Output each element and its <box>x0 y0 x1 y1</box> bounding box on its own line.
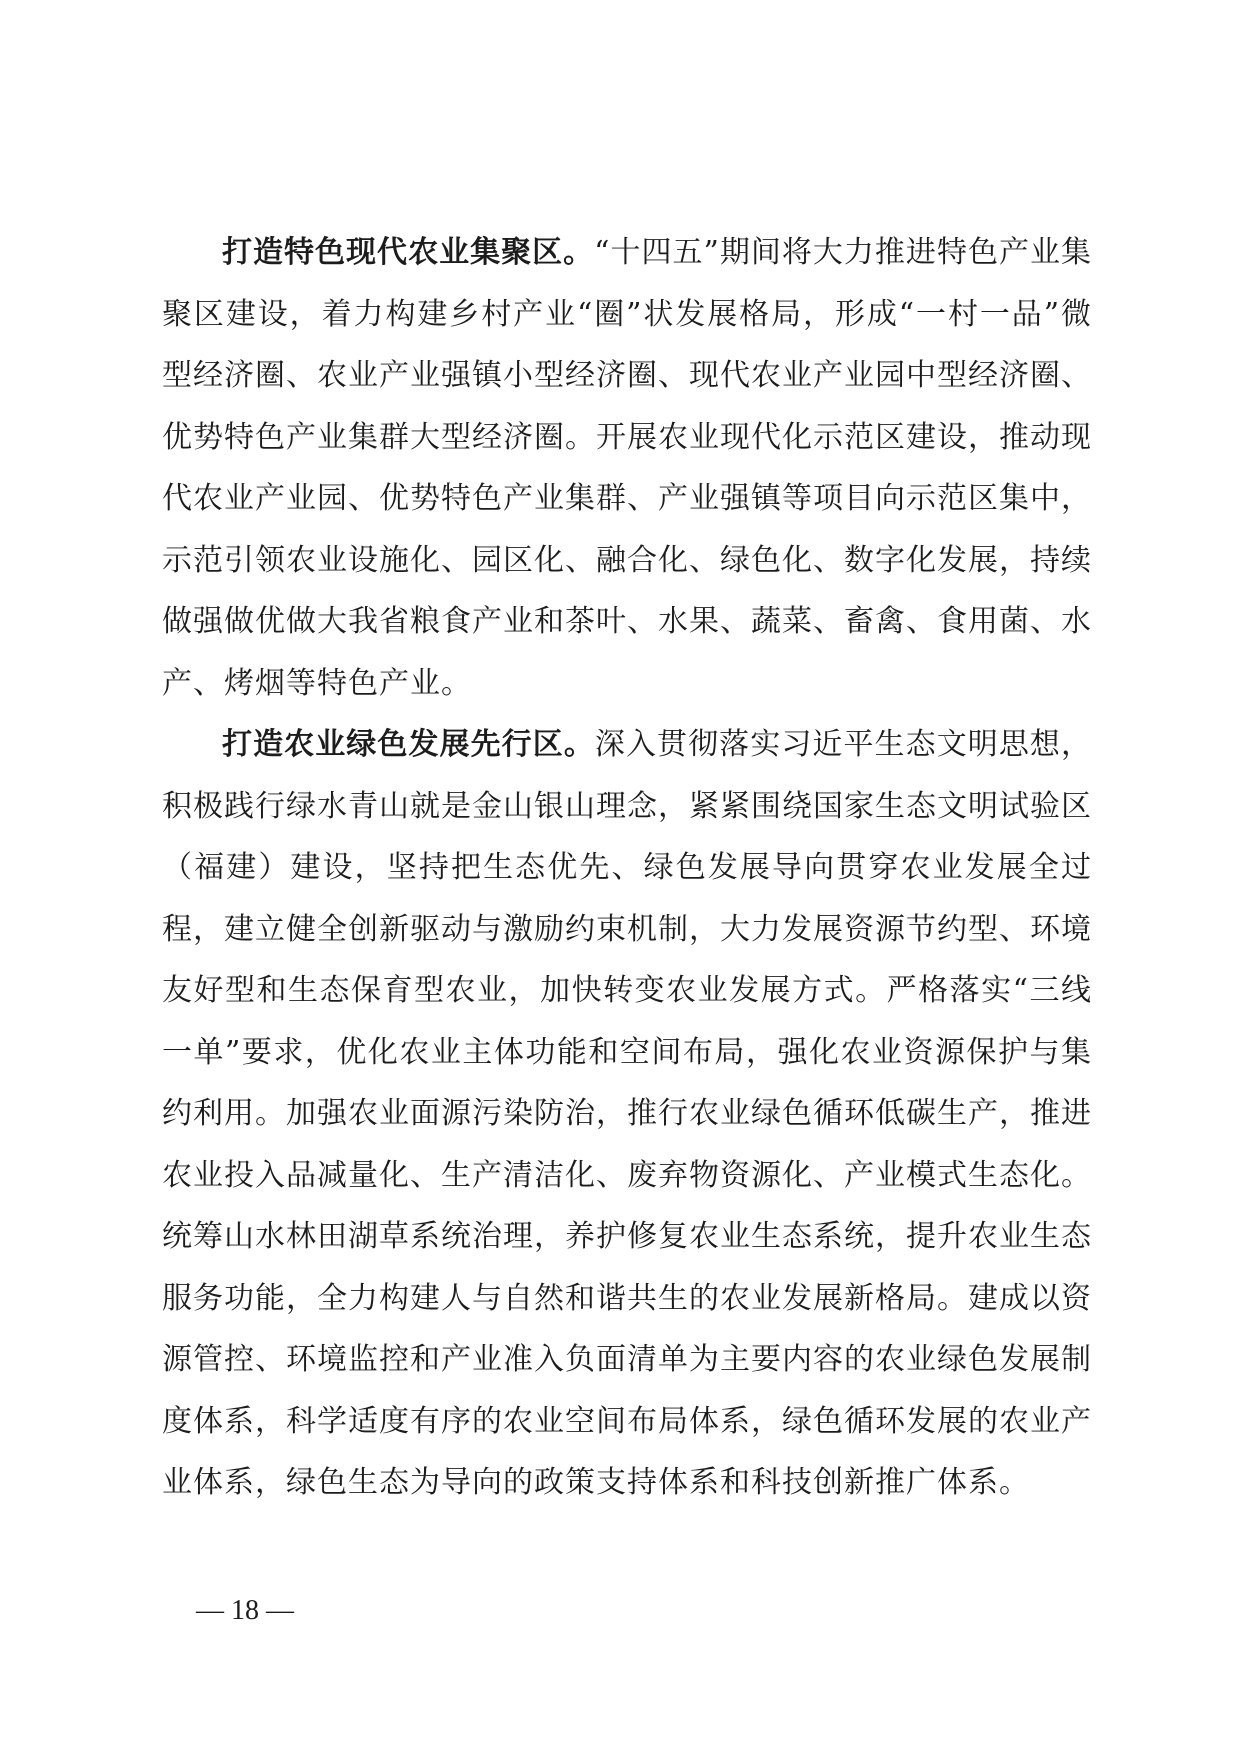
paragraph-green-development-zone <box>162 714 1092 1514</box>
document-body <box>162 222 1092 1514</box>
paragraph-text: “十四五”期间将大力推进特色产业集聚区建设，着力构建乡村产业“圈”状发展格局，形成“一村一品”微型经济圈、农业产业强镇小型经济圈、现代农业产业园中型经济圈、优势特色产业集群大型经济圈。开展农业现代化示范区建设，推动现代农业产业园、优势特色产业集群、产业强镇等项目向示范区集中，示范引领农业设施化、园区化、融合化、绿色化、数字化发展，持续做强做优做大我省粮食产业和茶叶、水果、蔬菜、畜禽、食用菌、水产、烤烟等特色产业。 <box>162 235 1092 701</box>
paragraph-text: 深入贯彻落实习近平生态文明思想，积极践行绿水青山就是金山银山理念，紧紧围绕国家生态文明试验区（福建）建设，坚持把生态优先、绿色发展导向贯穿农业发展全过程，建立健全创新驱动与激励约束机制，大力发展资源节约型、环境友好型和生态保育型农业，加快转变农业发展方式。严格落实“三线一单”要求，优化农业主体功能和空间布局，强化农业资源保护与集约利用。加强农业面源污染防治，推行农业绿色循环低碳生产，推进农业投入品减量化、生产清洁化、废弃物资源化、产业模式生态化。统筹山水林田湖草系统治理，养护修复农业生态系统，提升农业生态服务功能，全力构建人与自然和谐共生的农业发展新格局。建成以资源管控、环境监控和产业准入负面清单为主要内容的农业绿色发展制度体系，科学适度有序的农业空间布局体系，绿色循环发展的农业产业体系，绿色生态为导向的政策支持体系和科技创新推广体系。 <box>162 727 1093 1500</box>
paragraph-heading: 打造特色现代农业集聚区。 <box>222 235 595 270</box>
paragraph-agriculture-cluster-zone <box>162 222 1092 714</box>
paragraph-heading: 打造农业绿色发展先行区。 <box>222 727 595 762</box>
page-number: — 18 — <box>196 1595 294 1626</box>
